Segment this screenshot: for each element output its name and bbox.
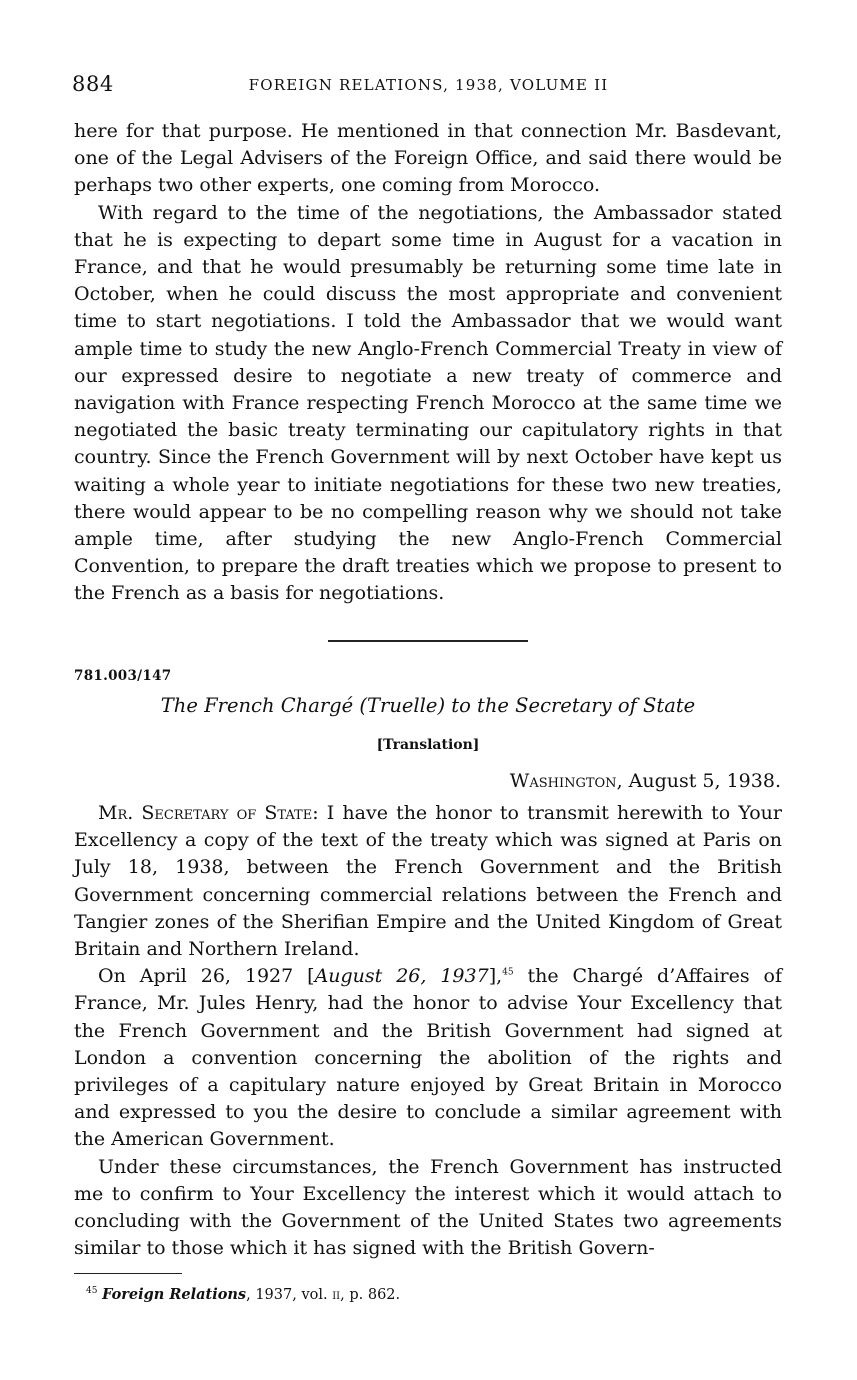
paragraph-text: ], [488,965,503,988]
footnote-volume: ii [332,1287,341,1303]
running-head [72,72,785,102]
footnote-source: Foreign Relations [102,1286,247,1303]
paragraph [74,963,782,1153]
paragraph-text: the Chargé d’Affaires of France, Mr. Jules Henry, had the honor to advise Your Excellency that the French Government and the British Government had signed at London a convention concerning the abolition of the rights and privileges of a capitulary nature enjoyed by Great Britain in Morocco and expressed to you the desire to conclude a similar agreement with the American Government. [74,965,782,1151]
file-number: 781.003/147 [74,668,172,684]
footnote-text: , 1937, vol. [246,1287,333,1303]
title-text: ) to the Secretary of State [437,694,696,717]
title-name: Truelle [367,694,438,717]
letter-body [74,800,782,1262]
document-title [74,694,782,717]
paragraph [74,800,782,963]
continued-text [74,118,782,608]
title-text: The French Chargé ( [160,694,367,717]
salutation: Mr. Secretary of State [98,802,313,824]
footnote-number: 45 [86,1286,98,1297]
dateline-place: Washington [509,770,617,792]
page-number: 884 [72,72,114,96]
footnote-reference[interactable]: 45 [502,967,514,978]
dateline [510,770,781,792]
running-head-title: FOREIGN RELATIONS, 1938, VOLUME II [248,76,609,94]
section-divider [328,640,528,642]
paragraph-text: On April 26, 1927 [ [98,965,315,988]
paragraph: Under these circumstances, the French Government has instructed me to confirm to Your Excellency the interest which it would attach to concluding with the Government of the United States two agreements similar to those which it has signed with the British Govern- [74,1155,782,1260]
footnote-text: , p. 862. [340,1287,401,1303]
paragraph: here for that purpose. He mentioned in that connection Mr. Basdevant, one of the Legal Advisers of the Foreign Office, and said there would be perhaps two other experts, one coming from Morocco. [74,120,782,197]
footnote-divider [74,1273,182,1274]
footnote [86,1286,400,1303]
paragraph-text: : I have the honor to transmit herewith to Your Excellency a copy of the text of the treaty which was signed at Paris on July 18, 1938, between the French Government and the British Government concerning commercial relations between the French and Tangier zones of the Sherifian Empire and the United Kingdom of Great Britain and Northern Ireland. [74,802,782,961]
dateline-date: , August 5, 1938. [616,770,781,792]
date-correction: August 26, 1937 [314,965,489,988]
translation-note: [Translation] [376,737,480,753]
paragraph: With regard to the time of the negotiations, the Ambassador stated that he is expecting to depart some time in August for a vacation in France, and that he would presumably be returning some time late in October, when he could discuss the most appropriate and convenient time to start negotiations. I told the Ambassador that we would want ample time to study the new Anglo-French Commercial Treaty in view of our expressed desire to negotiate a new treaty of commerce and navigation with France respecting French Morocco at the same time we negotiated the basic treaty terminating our capitulatory rights in that country. Since the French Government will by next October have kept us waiting a whole year to initiate negotiations for these two new treaties, there would appear to be no compelling reason why we should not take ample time, after studying the new Anglo-French Commercial Convention, to prepare the draft treaties which we propose to present to the French as a basis for negotiations. [74,201,782,605]
